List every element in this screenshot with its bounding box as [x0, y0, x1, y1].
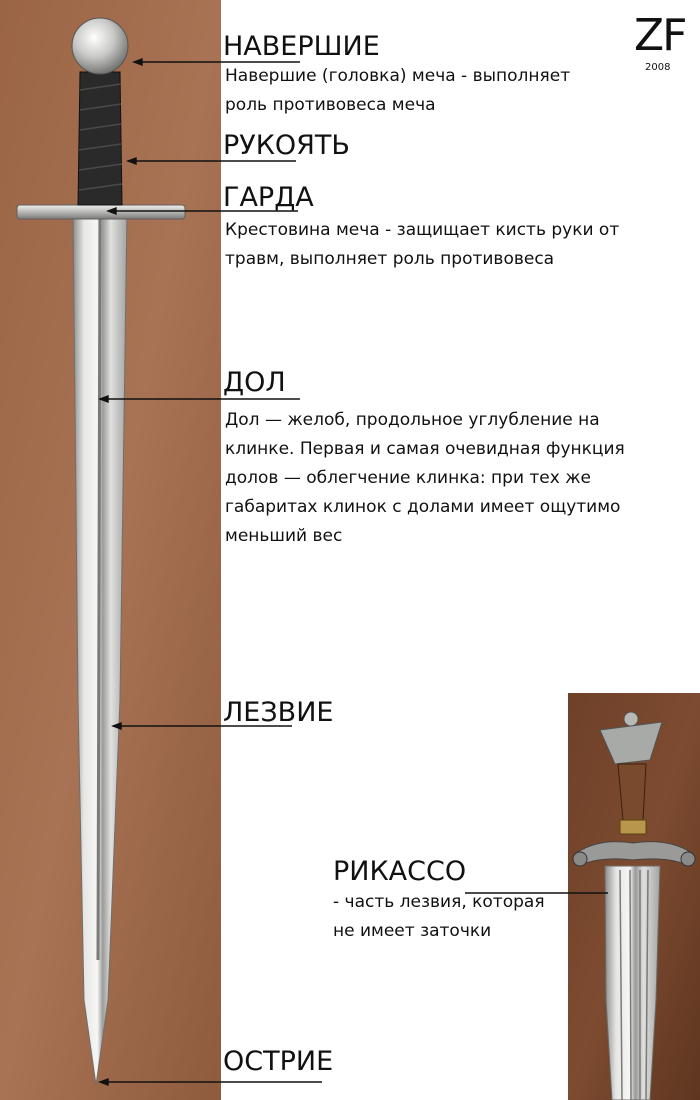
desc-guard — [225, 216, 619, 274]
ricasso-ferrule — [620, 820, 646, 834]
label-point: ОСТРИЕ — [223, 1046, 334, 1077]
ricasso-guard-knob-left — [573, 852, 587, 866]
label-ricasso: РИКАССО — [333, 856, 467, 887]
desc-fuller-line: габаритах клинок с долами имеет ощутимо — [225, 497, 621, 517]
ricasso-guard-knob-right — [681, 852, 695, 866]
label-blade: ЛЕЗВИЕ — [223, 697, 334, 728]
sword-pommel — [72, 18, 128, 74]
desc-fuller-line: меньший вес — [225, 526, 343, 546]
desc-guard-line: травм, выполняет роль противовеса — [225, 249, 555, 269]
desc-ricasso-line: - часть лезвия, которая — [333, 892, 545, 912]
logo: ZF — [634, 10, 686, 61]
desc-ricasso-line: не имеет заточки — [333, 921, 492, 941]
logo-year: 2008 — [645, 62, 671, 73]
sword-fuller — [98, 214, 100, 960]
ricasso-pommel-cap — [624, 712, 638, 726]
desc-fuller-line: долов — облегчение клинка: при тех же — [225, 468, 591, 488]
sword-guard — [17, 205, 185, 219]
label-fuller: ДОЛ — [223, 367, 286, 398]
desc-ricasso — [333, 888, 545, 946]
desc-pommel-line: роль противовеса меча — [225, 95, 436, 115]
ricasso-grip — [618, 764, 646, 820]
desc-guard-line: Крестовина меча - защищает кисть руки от — [225, 220, 620, 240]
label-grip: РУКОЯТЬ — [223, 130, 350, 161]
desc-pommel-line: Навершие (головка) меча - выполняет — [225, 66, 571, 86]
desc-fuller-line: клинке. Первая и самая очевидная функция — [225, 439, 625, 459]
ricasso-blade — [605, 866, 660, 1100]
desc-fuller — [225, 406, 625, 551]
label-guard: ГАРДА — [223, 182, 314, 213]
label-pommel: НАВЕРШИЕ — [223, 31, 380, 62]
desc-fuller-line: Дол — желоб, продольное углубление на — [225, 410, 600, 430]
desc-pommel — [225, 62, 570, 120]
